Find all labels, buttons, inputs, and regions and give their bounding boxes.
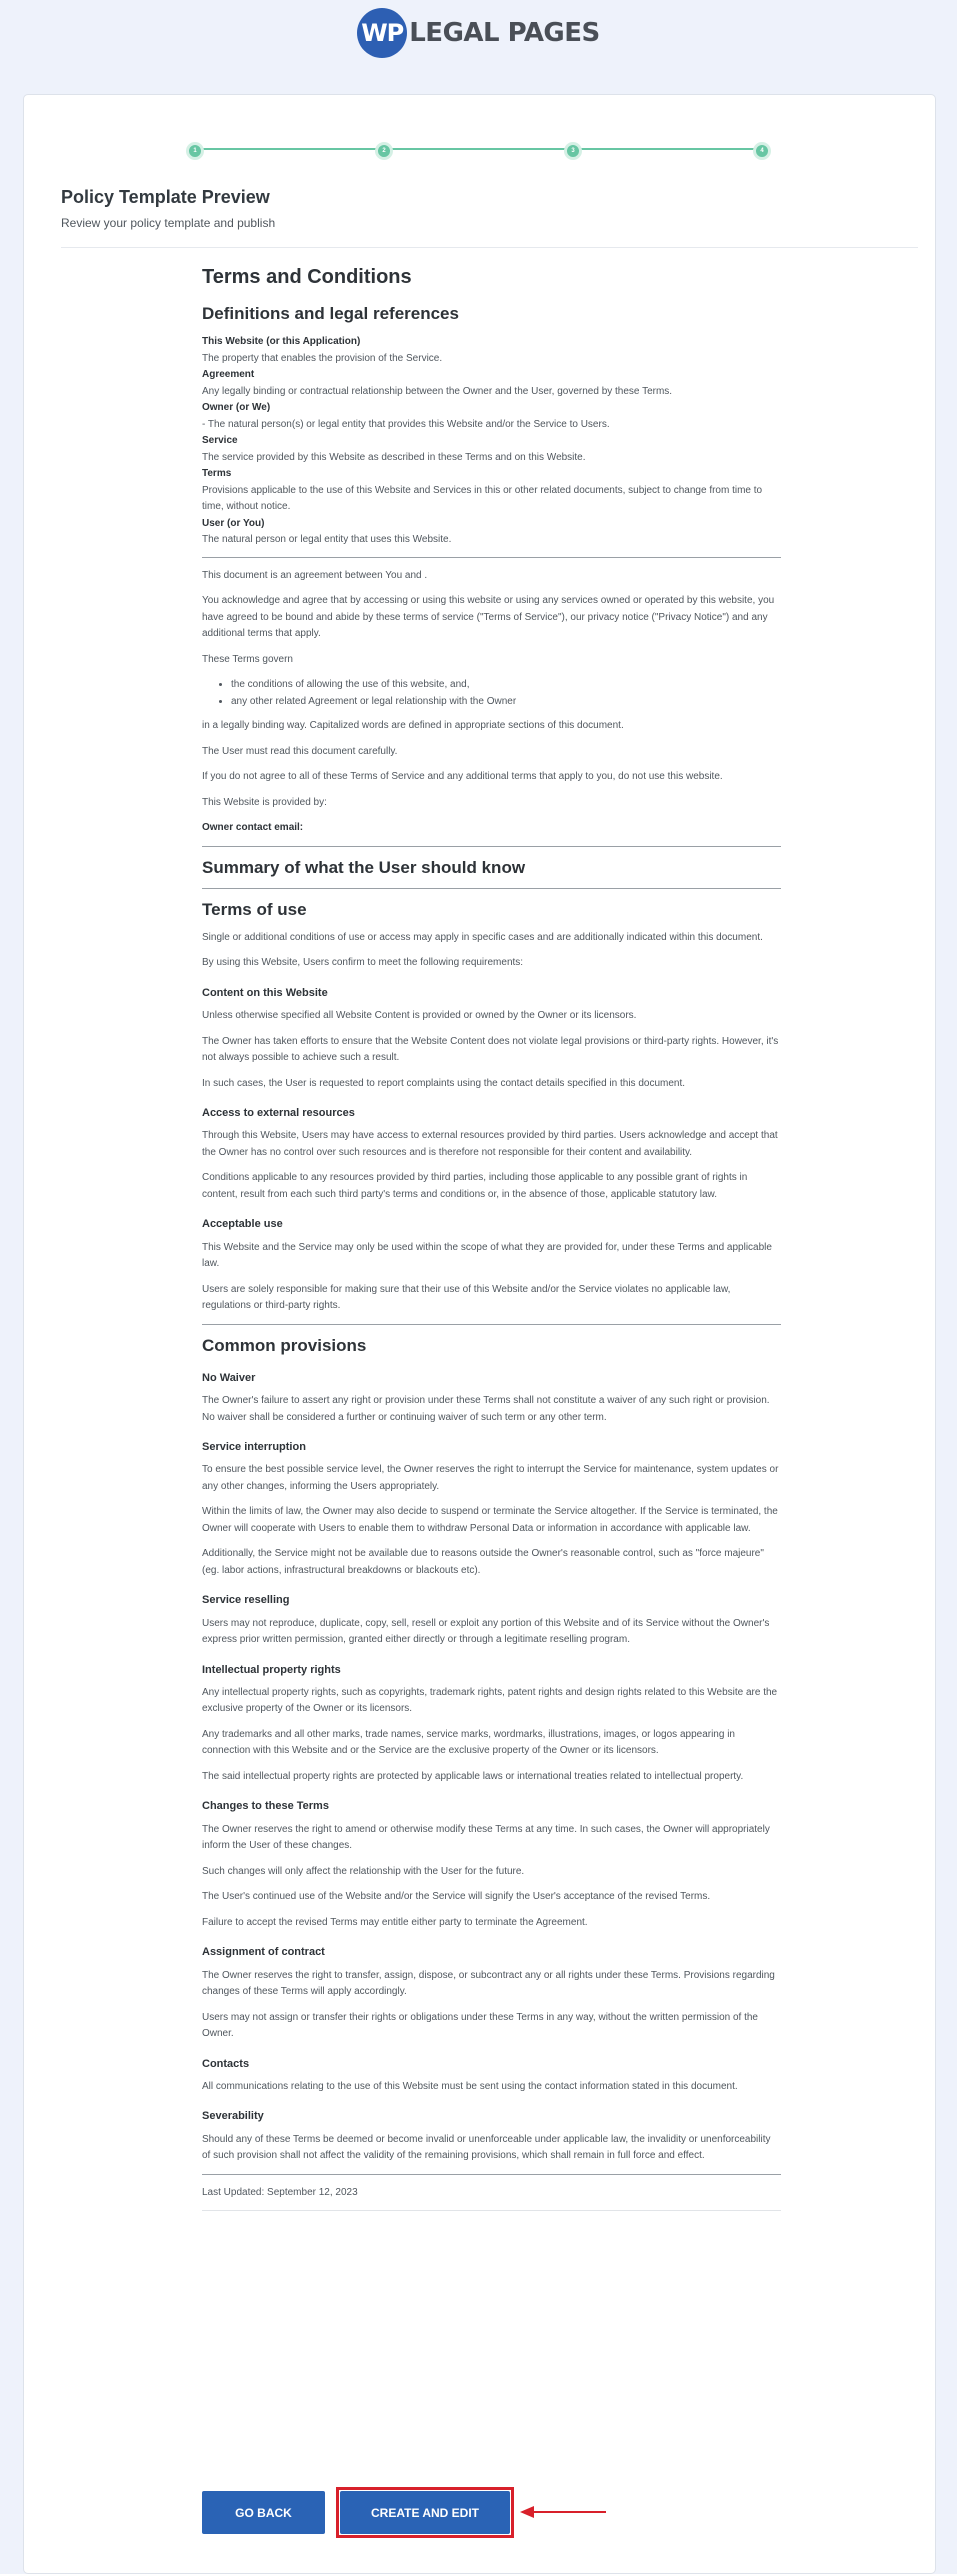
logo-badge: WP bbox=[357, 8, 407, 58]
definition-desc: - The natural person(s) or legal entity that provides this Website and/or the Service to Users. bbox=[202, 418, 610, 430]
definition-term: This Website (or this Application) bbox=[202, 336, 361, 348]
logo-text: LEGAL PAGES bbox=[409, 18, 600, 48]
contacts-heading: Contacts bbox=[202, 2057, 250, 2070]
section-divider bbox=[202, 888, 781, 889]
progress-stepper bbox=[186, 139, 774, 159]
paragraph: Within the limits of law, the Owner may also decide to suspend or terminate the Service altogether. If the Service is terminated, the Owner will cooperate with Users to enable them to withdraw Personal Data or information in accordance with applicable law. bbox=[202, 1506, 778, 1534]
wizard-card bbox=[23, 94, 936, 2574]
step-2: 2 bbox=[375, 142, 393, 160]
paragraph: Users are solely responsible for making sure that their use of this Website and/or the Service violates no applicable law, regulations or third-party rights. bbox=[202, 1283, 731, 1312]
definition-desc: Provisions applicable to the use of this Website and Services in this or other related documents, subject to change from time to time, without notice. bbox=[202, 484, 763, 513]
definition-term: Owner (or We) bbox=[202, 402, 271, 414]
list-item: • the conditions of allowing the use of this website, and, bbox=[231, 677, 781, 694]
section-divider bbox=[202, 557, 781, 558]
paragraph: To ensure the best possible service level, the Owner reserves the right to interrupt the Service for maintenance, system updates or any other changes, informing the Users appropriately. bbox=[202, 1464, 779, 1492]
intro-paragraph: You acknowledge and agree that by accessing or using this website or using any services owned or operated by this website, you have agreed to be bound and abide by these terms of service ("Terms of Service"), our privacy notice ("Privacy Notice") and any additional terms that apply. bbox=[202, 595, 775, 640]
content-heading: Content on this Website bbox=[202, 986, 328, 999]
definition-term: Terms bbox=[202, 468, 232, 480]
paragraph: The Owner reserves the right to amend or otherwise modify these Terms at any time. In such cases, the Owner will appropriately inform the User of these changes. bbox=[202, 1823, 770, 1852]
intro-paragraph: The User must read this document carefully. bbox=[202, 745, 398, 757]
definition-desc: Any legally binding or contractual relationship between the Owner and the User, governed by these Terms. bbox=[202, 385, 673, 397]
definition-term: User (or You) bbox=[202, 517, 265, 529]
footer-divider bbox=[202, 2210, 781, 2211]
no-waiver-heading: No Waiver bbox=[202, 1371, 256, 1384]
header-divider bbox=[61, 247, 918, 248]
brand-logo bbox=[0, 4, 957, 62]
definitions-list bbox=[202, 334, 781, 549]
definition-term: Agreement bbox=[202, 369, 255, 381]
paragraph: Users may not reproduce, duplicate, copy, sell, resell or exploit any portion of this Website and of its Service without the Owner's express prior written permission, granted either directly or through a legitimate reselling program. bbox=[202, 1617, 770, 1646]
paragraph: In such cases, the User is requested to report complaints using the contact details specified in this document. bbox=[202, 1077, 686, 1089]
last-updated: Last Updated: September 12, 2023 bbox=[202, 2186, 358, 2198]
step-3: 3 bbox=[564, 142, 582, 160]
paragraph: The said intellectual property rights are protected by applicable laws or international treaties related to intellectual property. bbox=[202, 1770, 744, 1782]
paragraph: The User's continued use of the Website and/or the Service will signify the User's acceptance of the revised Terms. bbox=[202, 1891, 711, 1903]
step-1: 1 bbox=[186, 142, 204, 160]
summary-heading: Summary of what the User should know bbox=[202, 857, 526, 877]
page-subtitle: Review your policy template and publish bbox=[61, 216, 276, 230]
policy-preview bbox=[202, 253, 781, 2211]
paragraph: By using this Website, Users confirm to meet the following requirements: bbox=[202, 957, 524, 969]
stepper-line bbox=[192, 148, 768, 150]
external-resources-heading: Access to external resources bbox=[202, 1107, 355, 1120]
section-divider bbox=[202, 2174, 781, 2175]
assignment-heading: Assignment of contract bbox=[202, 1946, 325, 1959]
paragraph: The Owner reserves the right to transfer, assign, dispose, or subcontract any or all rights under these Terms. Provisions regarding changes of these Terms will apply accordingly. bbox=[202, 1969, 775, 1998]
paragraph: Any intellectual property rights, such as copyrights, trademark rights, patent rights and design rights related to this Website are the exclusive property of the Owner or its licensors. bbox=[202, 1686, 778, 1715]
definition-desc: The property that enables the provision of the Service. bbox=[202, 352, 443, 364]
intro-paragraph: This document is an agreement between You and . bbox=[202, 569, 428, 581]
paragraph: The Owner's failure to assert any right or provision under these Terms shall not constitute a waiver of any such right or provision. No waiver shall be considered a further or continuing waiver of such term or any other term. bbox=[202, 1395, 770, 1423]
paragraph: All communications relating to the use of this Website must be sent using the contact information stated in this document. bbox=[202, 2080, 738, 2092]
list-item: • any other related Agreement or legal relationship with the Owner bbox=[231, 694, 781, 711]
paragraph: Through this Website, Users may have access to external resources provided by third parties. Users acknowledge and accept that the Owner has no control over such resources and is therefore not responsible for their content and availability. bbox=[202, 1130, 778, 1158]
create-and-edit-button[interactable]: CREATE AND EDIT bbox=[340, 2491, 510, 2534]
paragraph: Should any of these Terms be deemed or become invalid or unenforceable under applicable law, the invalidity or unenforceability of such provision shall not affect the validity of the remaining provisions, which shall remain in full force and effect. bbox=[202, 2133, 771, 2162]
definition-term: Service bbox=[202, 435, 238, 447]
paragraph: This Website and the Service may only be used within the scope of what they are provided for, under these Terms and applicable law. bbox=[202, 1241, 772, 1270]
owner-contact-email: Owner contact email: bbox=[202, 822, 304, 834]
go-back-button[interactable]: GO BACK bbox=[202, 2491, 325, 2534]
definition-desc: The natural person or legal entity that uses this Website. bbox=[202, 534, 452, 546]
paragraph: Additionally, the Service might not be available due to reasons outside the Owner's reasonable control, such as "force majeure" (eg. labor actions, infrastructural breakdowns or blackouts etc). bbox=[202, 1548, 764, 1576]
changes-heading: Changes to these Terms bbox=[202, 1800, 329, 1813]
paragraph: Users may not assign or transfer their rights or obligations under these Terms in any way, without the written permission of the Owner. bbox=[202, 2011, 758, 2040]
paragraph: Single or additional conditions of use or access may apply in specific cases and are additionally indicated within this document. bbox=[202, 931, 763, 943]
paragraph: Failure to accept the revised Terms may entitle either party to terminate the Agreement. bbox=[202, 1916, 588, 1928]
step-4: 4 bbox=[753, 142, 771, 160]
definitions-heading: Definitions and legal references bbox=[202, 304, 459, 323]
doc-title: Terms and Conditions bbox=[202, 266, 412, 288]
intro-paragraph: in a legally binding way. Capitalized words are defined in appropriate sections of this document. bbox=[202, 720, 624, 732]
section-divider bbox=[202, 1324, 781, 1325]
intro-paragraph: This Website is provided by: bbox=[202, 796, 327, 808]
service-reselling-heading: Service reselling bbox=[202, 1594, 290, 1607]
ip-rights-heading: Intellectual property rights bbox=[202, 1663, 341, 1676]
common-provisions-heading: Common provisions bbox=[202, 1335, 367, 1355]
definition-desc: The service provided by this Website as described in these Terms and on this Website. bbox=[202, 451, 586, 463]
paragraph: Such changes will only affect the relationship with the User for the future. bbox=[202, 1865, 525, 1877]
intro-paragraph: These Terms govern bbox=[202, 653, 293, 665]
acceptable-use-heading: Acceptable use bbox=[202, 1218, 283, 1231]
pointer-arrow-icon bbox=[520, 2506, 606, 2518]
governs-list bbox=[202, 677, 781, 710]
page-title: Policy Template Preview bbox=[61, 187, 270, 207]
action-bar bbox=[24, 2483, 937, 2543]
section-divider bbox=[202, 846, 781, 847]
paragraph: The Owner has taken efforts to ensure that the Website Content does not violate legal provisions or third-party rights. However, it's not always possible to achieve such a result. bbox=[202, 1035, 779, 1064]
terms-of-use-heading: Terms of use bbox=[202, 899, 307, 919]
severability-heading: Severability bbox=[202, 2110, 264, 2123]
paragraph: Conditions applicable to any resources provided by third parties, including those applicable to any possible grant of rights in content, result from each such third party's terms and conditions or, in the absence of those, applicable statutory law. bbox=[202, 1172, 748, 1200]
service-interruption-heading: Service interruption bbox=[202, 1441, 306, 1454]
paragraph: Any trademarks and all other marks, trade names, service marks, wordmarks, illustrations, images, or logos appearing in connection with this Website and or the Service are the exclusive property of the Owner or its licensors. bbox=[202, 1728, 735, 1757]
paragraph: Unless otherwise specified all Website Content is provided or owned by the Owner or its licensors. bbox=[202, 1010, 637, 1022]
intro-paragraph: If you do not agree to all of these Terms of Service and any additional terms that apply to you, do not use this website. bbox=[202, 771, 723, 783]
create-button-highlight bbox=[336, 2487, 514, 2538]
